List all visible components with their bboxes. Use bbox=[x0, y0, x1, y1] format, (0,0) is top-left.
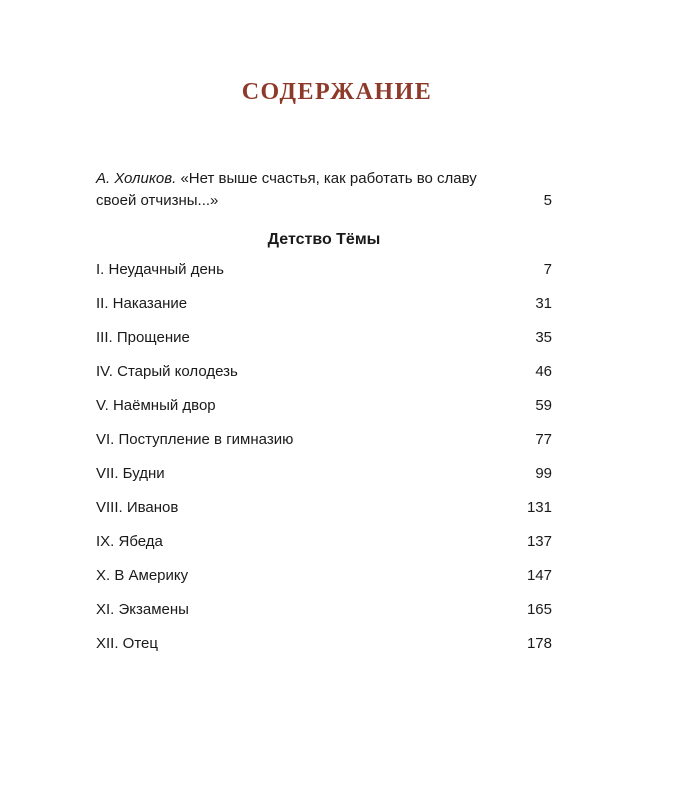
section-title: Детство Тёмы bbox=[267, 231, 381, 248]
toc-entry[interactable] bbox=[96, 633, 552, 667]
page-number: 165 bbox=[526, 601, 552, 618]
chapter-title: I. Неудачный день bbox=[96, 261, 224, 278]
dot-leader bbox=[242, 375, 532, 376]
toc-entry[interactable] bbox=[96, 293, 552, 327]
intro-title-line1: «Нет выше счастья, как работать во славу bbox=[180, 170, 477, 187]
dot-leader bbox=[194, 341, 531, 342]
page-number: 7 bbox=[543, 261, 552, 278]
page-number: 46 bbox=[535, 363, 552, 380]
page-title: СОДЕРЖАНИЕ bbox=[241, 79, 433, 105]
intro-second-line bbox=[96, 190, 552, 212]
toc-entry[interactable] bbox=[96, 361, 552, 395]
dot-leader bbox=[220, 409, 532, 410]
dot-leader bbox=[169, 477, 532, 478]
intro-author: А. Холиков. bbox=[96, 170, 177, 187]
page-number: 35 bbox=[535, 329, 552, 346]
chapter-title: X. В Америку bbox=[96, 567, 189, 584]
page-number: 131 bbox=[526, 499, 552, 516]
dot-leader bbox=[228, 273, 540, 274]
dot-leader bbox=[182, 511, 523, 512]
chapter-title: XII. Отец bbox=[96, 635, 158, 652]
page-number: 147 bbox=[526, 567, 552, 584]
page-number: 77 bbox=[535, 431, 552, 448]
chapter-title: XI. Экзамены bbox=[96, 601, 189, 618]
dot-leader bbox=[193, 613, 523, 614]
intro-first-line bbox=[96, 168, 552, 190]
chapter-title: IV. Старый колодезь bbox=[96, 363, 238, 380]
page-number: 178 bbox=[526, 635, 552, 652]
toc-entry[interactable] bbox=[96, 565, 552, 599]
dot-leader bbox=[162, 647, 523, 648]
page-number: 31 bbox=[535, 295, 552, 312]
page-number: 137 bbox=[526, 533, 552, 550]
dot-leader bbox=[167, 545, 523, 546]
page-number: 59 bbox=[535, 397, 552, 414]
page-number: 5 bbox=[543, 192, 552, 209]
chapter-title: IX. Ябеда bbox=[96, 533, 163, 550]
toc-entry[interactable] bbox=[96, 259, 552, 293]
toc-entry[interactable] bbox=[96, 327, 552, 361]
page-number: 99 bbox=[535, 465, 552, 482]
toc-entry[interactable] bbox=[96, 395, 552, 429]
chapter-title: VIII. Иванов bbox=[96, 499, 179, 516]
chapter-title: III. Прощение bbox=[96, 329, 190, 346]
toc-entry[interactable] bbox=[96, 497, 552, 531]
toc-entry[interactable] bbox=[96, 531, 552, 565]
dot-leader bbox=[192, 579, 523, 580]
dot-leader bbox=[297, 443, 531, 444]
chapter-title: V. Наёмный двор bbox=[96, 397, 216, 414]
dot-leader bbox=[191, 307, 531, 308]
chapter-list bbox=[96, 259, 552, 667]
chapter-title: VI. Поступление в гимназию bbox=[96, 431, 294, 448]
chapter-title: VII. Будни bbox=[96, 465, 165, 482]
intro-entry[interactable] bbox=[96, 168, 552, 212]
intro-title-line2: своей отчизны...» bbox=[96, 192, 219, 209]
chapter-title: II. Наказание bbox=[96, 295, 188, 312]
toc-entry[interactable] bbox=[96, 429, 552, 463]
toc-entry[interactable] bbox=[96, 599, 552, 633]
toc-entry[interactable] bbox=[96, 463, 552, 497]
dot-leader bbox=[222, 204, 539, 205]
